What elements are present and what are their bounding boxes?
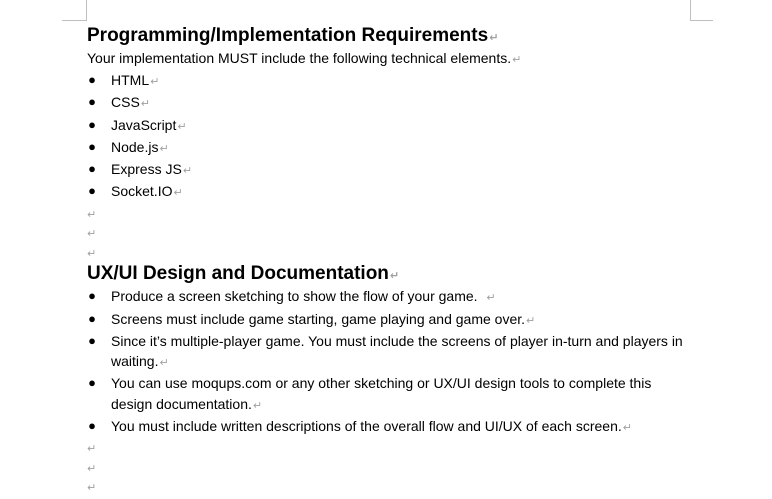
bullet-icon: ● (88, 138, 96, 154)
list-item (87, 416, 687, 438)
paragraph-mark-icon: ↵ (159, 142, 169, 155)
list-item-text: JavaScript (111, 116, 177, 133)
list-item (87, 309, 687, 331)
bullet-icon: ● (88, 183, 96, 199)
bullet-icon: ● (88, 288, 96, 304)
tech-requirements-list (87, 70, 687, 204)
list-item (87, 92, 687, 114)
bullet-icon: ● (88, 332, 96, 348)
empty-paragraph (87, 438, 687, 458)
paragraph-mark-icon: ↵ (87, 482, 97, 495)
ux-requirements-list (87, 286, 687, 438)
list-item (87, 70, 687, 92)
document-body[interactable] (87, 24, 687, 497)
paragraph-mark-icon: ↵ (87, 247, 97, 260)
empty-paragraph (87, 477, 687, 497)
list-item (87, 115, 687, 137)
paragraph-mark-icon: ↵ (173, 187, 183, 200)
list-item-text: You must include written descriptions of the overall flow and UI/UX of each screen. (111, 418, 622, 435)
list-item (87, 331, 687, 374)
paragraph-mark-icon: ↵ (182, 165, 193, 178)
paragraph-mark-icon: ↵ (177, 120, 187, 133)
list-item-text: Since it’s multiple-player game. You must include the screens of player in-turn and players in waiting. (111, 332, 683, 370)
intro-text: Your implementation MUST include the following technical elements. (87, 50, 512, 66)
paragraph-mark-icon: ↵ (389, 270, 400, 283)
list-item (87, 159, 687, 181)
bullet-icon: ● (88, 375, 96, 391)
paragraph-mark-icon: ↵ (526, 314, 536, 327)
list-item-text: You can use moqups.com or any other sketching or UX/UI design tools to complete this design documentation. (111, 375, 652, 412)
paragraph-mark-icon: ↵ (486, 292, 496, 305)
page-margin-corner-top-right (690, 0, 713, 21)
paragraph-mark-icon: ↵ (150, 76, 160, 88)
list-item-text: Express JS (111, 161, 182, 178)
heading-text: Programming/Implementation Requirements (87, 25, 489, 46)
empty-paragraph (87, 204, 687, 224)
page-margin-corner-top-left (62, 0, 87, 21)
paragraph-mark-icon: ↵ (87, 462, 97, 475)
bullet-icon: ● (88, 116, 96, 132)
paragraph-mark-icon: ↵ (622, 422, 632, 435)
bullet-icon: ● (88, 418, 96, 434)
list-item (87, 181, 687, 203)
section-heading (87, 24, 687, 48)
paragraph-mark-icon: ↵ (87, 208, 97, 221)
bullet-icon: ● (88, 161, 96, 177)
paragraph-mark-icon: ↵ (512, 54, 522, 66)
list-item-text: Socket.IO (111, 183, 173, 200)
section-heading (87, 262, 687, 286)
bullet-icon: ● (88, 72, 96, 87)
paragraph-mark-icon: ↵ (140, 98, 151, 111)
heading-text: UX/UI Design and Documentation (87, 263, 389, 285)
bullet-icon: ● (88, 94, 96, 110)
paragraph-mark-icon: ↵ (87, 443, 97, 456)
intro-paragraph (87, 48, 687, 70)
list-item-text: HTML (111, 72, 150, 88)
list-item-text: CSS (111, 94, 140, 111)
list-item (87, 286, 687, 308)
list-item (87, 373, 687, 416)
list-item-text: Screens must include game starting, game playing and game over. (111, 310, 526, 327)
empty-paragraph (87, 223, 687, 243)
paragraph-mark-icon: ↵ (489, 32, 499, 44)
empty-paragraph (87, 243, 687, 263)
list-item-text: Node.js (111, 138, 159, 155)
list-item-text: Produce a screen sketching to show the flow of your game. (111, 288, 478, 305)
paragraph-mark-icon: ↵ (159, 357, 169, 370)
bullet-icon: ● (88, 310, 96, 326)
list-item (87, 137, 687, 159)
paragraph-mark-icon: ↵ (252, 399, 263, 412)
paragraph-mark-icon: ↵ (87, 228, 97, 241)
